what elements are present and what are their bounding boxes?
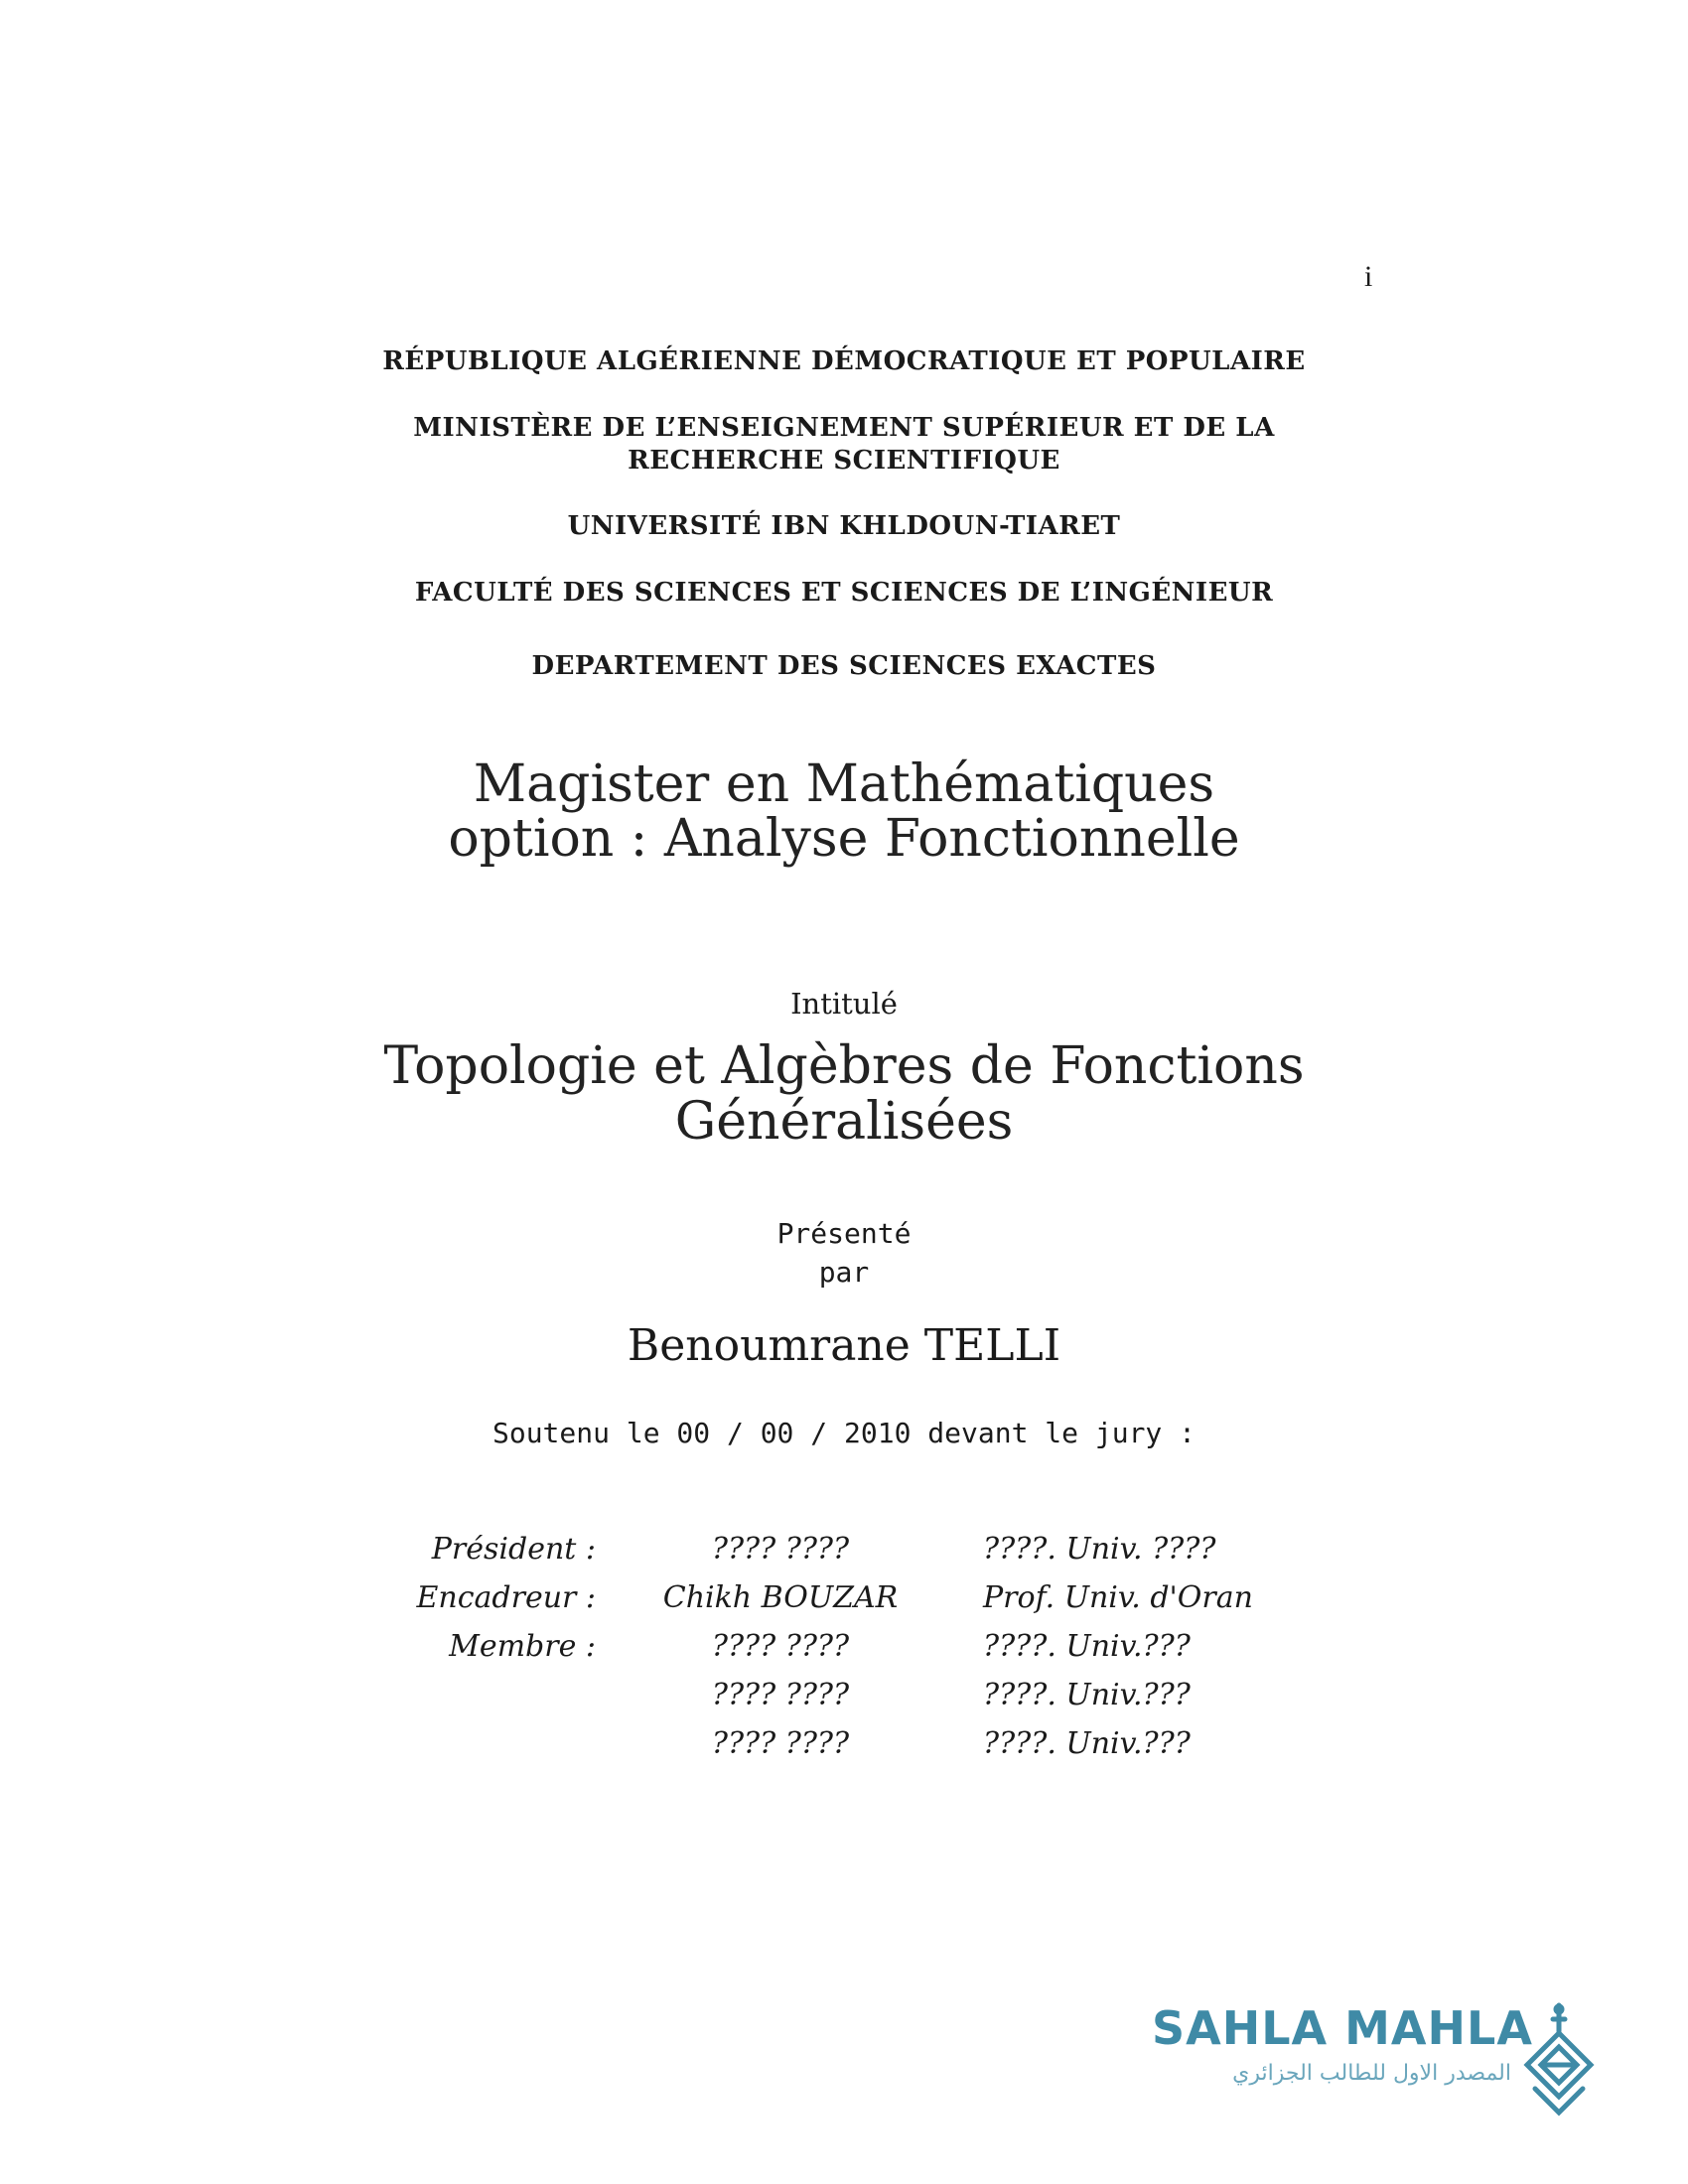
thesis-title-line1: Topologie et Algèbres de Fonctions xyxy=(383,1036,1305,1096)
university-heading: UNIVERSITÉ IBN KHLDOUN-TIARET xyxy=(567,511,1121,541)
republic-heading: RÉPUBLIQUE ALGÉRIENNE DÉMOCRATIQUE ET POPULAIRE xyxy=(382,346,1306,376)
jury-affiliation: ????. Univ.??? xyxy=(983,1678,1191,1712)
jury-row-member xyxy=(0,1726,1688,1775)
intitule-label: Intitulé xyxy=(790,987,898,1021)
ministry-heading-line1: MINISTÈRE DE L’ENSEIGNEMENT SUPÉRIEUR ET DE LA xyxy=(413,413,1275,443)
jury-name-text: ???? ???? xyxy=(711,1532,850,1567)
degree-line1: Magister en Mathématiques xyxy=(473,754,1215,814)
author-name: Benoumrane TELLI xyxy=(627,1320,1061,1371)
jury-name-text: ???? ???? xyxy=(711,1726,850,1761)
degree-line2: option : Analyse Fonctionnelle xyxy=(448,809,1240,869)
watermark-brand: SAHLA MAHLA xyxy=(1152,2001,1533,2055)
jury-name-text: ???? ???? xyxy=(711,1629,850,1664)
sahla-mahla-watermark xyxy=(1152,2001,1609,2120)
jury-row-supervisor xyxy=(0,1580,1688,1629)
jury-row-member xyxy=(0,1629,1688,1678)
defense-statement: Soutenu le 00 / 00 / 2010 devant le jury : xyxy=(492,1417,1196,1449)
jury-role: Membre : xyxy=(449,1629,596,1664)
jury-name-text: Chikh BOUZAR xyxy=(662,1580,899,1615)
jury-row-member xyxy=(0,1678,1688,1726)
jury-table xyxy=(0,1532,1688,1775)
jury-affiliation: ????. Univ.??? xyxy=(983,1726,1191,1761)
department-heading: DEPARTEMENT DES SCIENCES EXACTES xyxy=(531,651,1157,681)
jury-affiliation: Prof. Univ. d'Oran xyxy=(983,1580,1253,1615)
ministry-heading-line2: RECHERCHE SCIENTIFIQUE xyxy=(628,446,1060,476)
jury-affiliation: ????. Univ.??? xyxy=(983,1629,1191,1664)
by-label: par xyxy=(818,1256,870,1289)
thesis-title-line2: Généralisées xyxy=(674,1092,1014,1152)
jury-name-text: ???? ???? xyxy=(711,1678,850,1712)
watermark-tagline: المصدر الاول للطالب الجزائري xyxy=(1232,2061,1511,2086)
jury-affiliation: ????. Univ. ???? xyxy=(983,1532,1216,1567)
jury-role: Président : xyxy=(431,1532,596,1567)
presented-label: Présenté xyxy=(776,1217,912,1250)
jury-role: Encadreur : xyxy=(416,1580,596,1615)
jury-row-president xyxy=(0,1532,1688,1580)
page-number: i xyxy=(1364,260,1373,293)
calligraphy-logo-icon xyxy=(1519,2001,1599,2120)
faculty-heading: FACULTÉ DES SCIENCES ET SCIENCES DE L’INGÉNIEUR xyxy=(414,578,1274,608)
